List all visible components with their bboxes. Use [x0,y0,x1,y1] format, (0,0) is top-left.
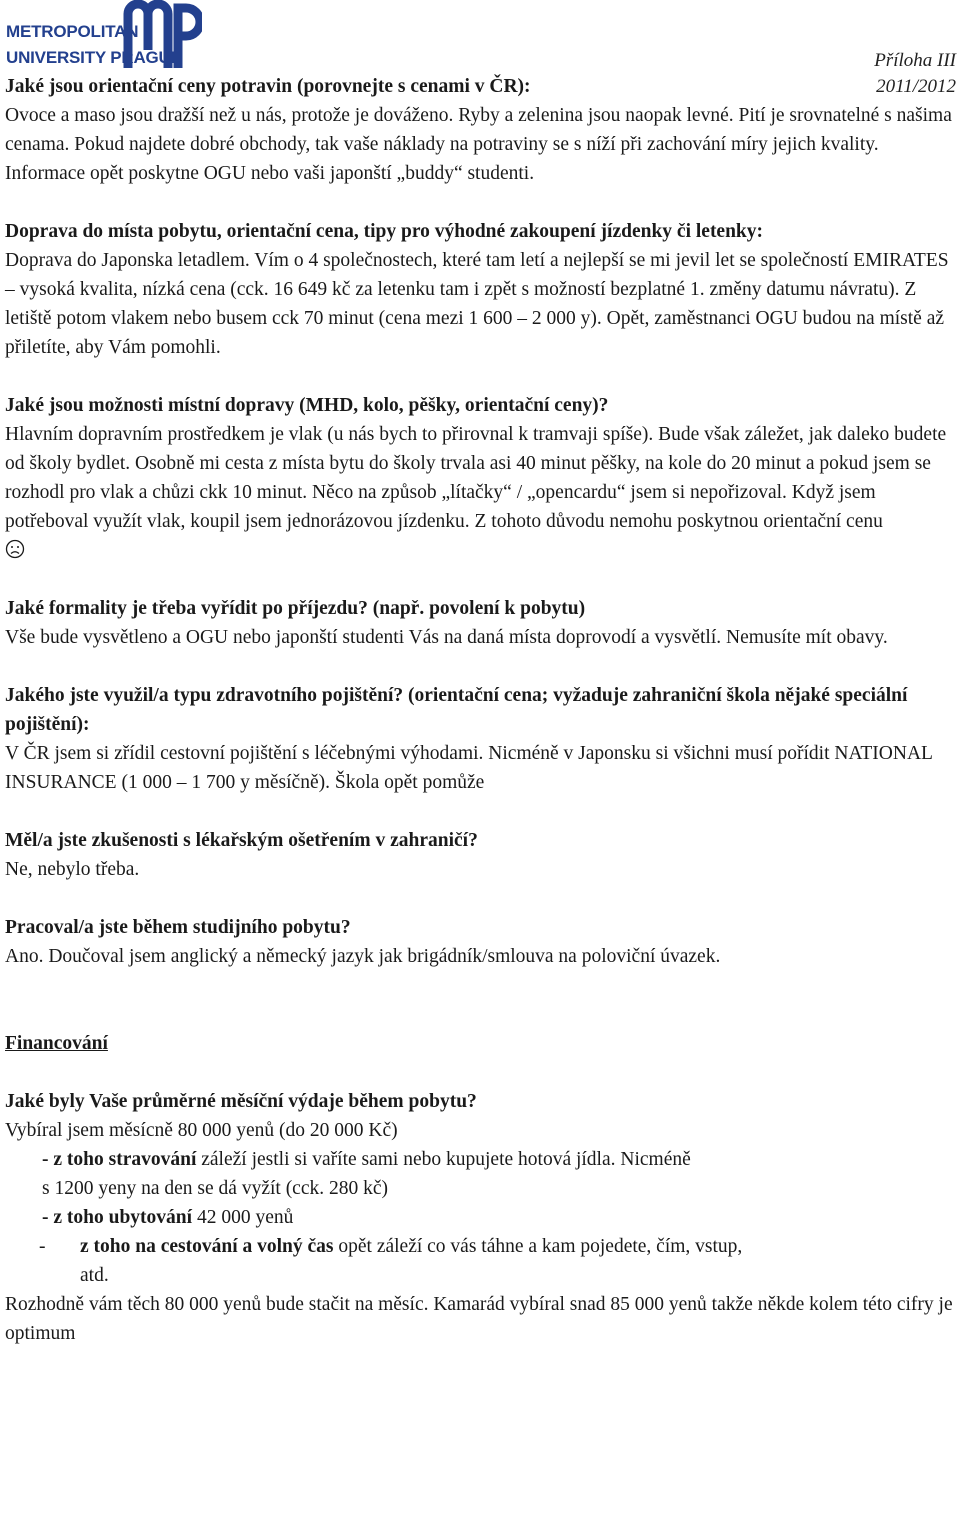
expense-item-housing [5,1203,960,1232]
logo-text-line1: METROPOLITAN [6,22,139,41]
question-work: Pracoval/a jste během studijního pobytu? [5,917,351,938]
expense-item-housing-text: 42 000 yenů [192,1207,294,1228]
university-logo [6,0,196,70]
question-medical-treatment: Měl/a jste zkušenosti s lékařským ošetřením v zahraničí? [5,830,478,851]
answer-health-insurance: V ČR jsem si zřídil cestovní pojištění s léčebnými výhodami. Nicméně v Japonsku si všichni musí pořídit NATIONAL INSURANCE (1 000 – 1 700 y měsíčně). Škola opět pomůže [5,743,933,793]
question-local-transport: Jaké jsou možnosti místní dopravy (MHD, kolo, pěšky, orientační ceny)? [5,395,609,416]
mup-logo-mark-icon [122,0,202,70]
answer-work: Ano. Doučoval jsem anglický a německý jazyk jak brigádník/smlouva na poloviční úvazek. [5,946,721,967]
expense-item-food-label: - z toho stravování [42,1149,197,1170]
expense-item-travel-continued: atd. [80,1265,109,1286]
answer-local-transport-text: Hlavním dopravním prostředkem je vlak (u nás bych to přirovnal k tramvaji spíše). Bude však záležet, jak daleko budete od školy bydlet. Osobně mi cesta z místa bytu do školy trvala asi 40 minut pěšky, na kole do 20 minut a pokud jsem se rozhodl pro vlak a chůzi ckk 10 minut. Něco na způsob „lítačky“ / „opencardu“ jsem si nepořizoval. Když jsem potřeboval využít vlak, koupil jsem jednorázovou jízdenku. Z tohoto důvodu nemohu poskytnou orientační cenu [5,424,947,532]
answer-formalities: Vše bude vysvětleno a OGU nebo japonští studenti Vás na daná místa doprovodí a vysvětlí. Nemusíte mít obavy. [5,627,888,648]
academic-year: 2011/2012 [876,76,956,97]
answer-medical-treatment: Ne, nebylo třeba. [5,859,140,880]
answer-food-prices: Ovoce a maso jsou dražší než u nás, protože je dováženo. Ryby a zelenina jsou naopak levné. Pití je srovnatelné s našima cenama. Pokud najdete dobré obchody, tak vaše náklady na potraviny se s níží při zachování míry jejich kvality. Informace opět poskytne OGU nebo vaši japonští „buddy“ studenti. [5,105,952,184]
question-food-prices: Jaké jsou orientační ceny potravin (porovnejte s cenami v ČR): [5,76,531,97]
expense-item-travel-text: opět záleží co vás táhne a kam pojedete, čím, vstup, [333,1236,743,1257]
answer-monthly-expenses-intro: Vybíral jsem měsícně 80 000 yenů (do 20 000 Kč) [5,1120,398,1141]
question-formalities: Jaké formality je třeba vyřídit po příjezdu? (např. povolení k pobytu) [5,598,586,619]
section-heading-finance: Financování [5,1033,108,1054]
question-monthly-expenses: Jaké byly Vaše průměrné měsíční výdaje během pobytu? [5,1091,477,1112]
expense-item-food-continued: s 1200 yeny na den se dá vyžít (cck. 280 kč) [42,1178,389,1199]
expense-item-housing-label: - z toho ubytování [42,1207,193,1228]
logo-text-line2: UNIVERSITY PRAGUE [6,48,182,67]
expense-item-travel-dash: - [39,1236,46,1257]
answer-monthly-expenses-closing: Rozhodně vám těch 80 000 yenů bude stačit na měsíc. Kamarád vybíral snad 85 000 yenů takže někde kolem této cifry je optimum [5,1294,953,1344]
answer-local-transport [5,420,960,565]
document-body [5,72,960,1348]
answer-transport-to-destination: Doprava do Japonska letadlem. Vím o 4 společnostech, které tam letí a nejlepší se mi jevil let se společností EMIRATES – vysoká kvalita, nízká cena (cck. 16 649 kč za letenku tam i zpět s možností bezplatné 1. změny datumu návratu). Z letiště potom vlakem nebo busem cck 70 minut (cena mezi 1 600 – 2 000 y). Opět, zaměstnanci OGU budou na místě až přiletíte, aby Vám pomohli. [5,250,949,358]
question-health-insurance: Jakého jste využil/a typu zdravotního pojištění? (orientační cena; vyžaduje zahraniční škola nějaké speciální pojištění): [5,685,908,735]
expense-item-food-text: záleží jestli si vaříte sami nebo kupujete hotová jídla. Nicméně [196,1149,691,1170]
sad-face-icon [5,539,25,559]
question-transport-to-destination: Doprava do místa pobytu, orientační cena, tipy pro výhodné zakoupení jízdenky či letenky: [5,221,764,242]
expense-item-travel [5,1232,960,1261]
expense-item-food [5,1145,960,1174]
annex-label: Příloha III [874,50,956,71]
expense-item-travel-label: z toho na cestování a volný čas [80,1236,334,1257]
